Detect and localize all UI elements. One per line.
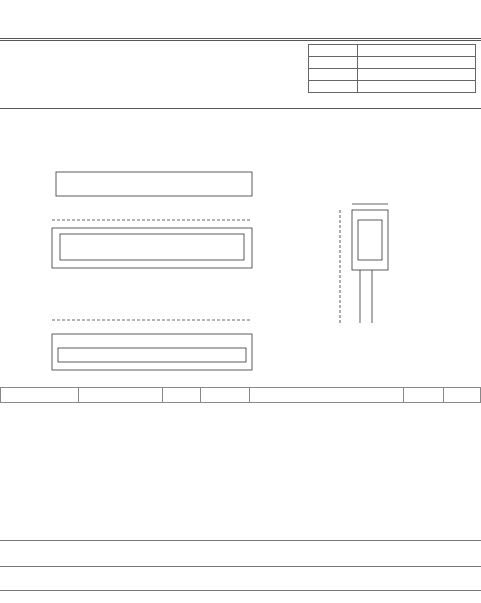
meta-value bbox=[358, 69, 476, 81]
document-title bbox=[0, 48, 308, 104]
title-divider bbox=[0, 108, 481, 109]
meta-table bbox=[308, 44, 476, 93]
header-divider bbox=[0, 38, 481, 39]
footer-divider-3 bbox=[0, 590, 481, 591]
side-view-body bbox=[352, 210, 388, 270]
bottom-view-slot bbox=[58, 348, 246, 362]
parts-table bbox=[0, 387, 481, 403]
top-view-outline bbox=[56, 172, 252, 196]
meta-value bbox=[358, 57, 476, 69]
meta-row bbox=[309, 45, 476, 57]
meta-row bbox=[309, 81, 476, 93]
connector-drawing bbox=[0, 148, 481, 384]
footer-divider bbox=[0, 540, 481, 541]
meta-row bbox=[309, 57, 476, 69]
meta-key bbox=[309, 69, 358, 81]
meta-value bbox=[358, 45, 476, 57]
meta-key bbox=[309, 81, 358, 93]
meta-row bbox=[309, 69, 476, 81]
col-header bbox=[404, 388, 444, 403]
col-header bbox=[250, 388, 404, 403]
col-header bbox=[162, 388, 200, 403]
col-header bbox=[200, 388, 250, 403]
parts-header-row bbox=[1, 388, 481, 403]
meta-key bbox=[309, 57, 358, 69]
col-header bbox=[78, 388, 162, 403]
side-view-inner bbox=[358, 220, 382, 260]
footer-divider-2 bbox=[0, 566, 481, 567]
col-header bbox=[1, 388, 79, 403]
col-header bbox=[444, 388, 481, 403]
meta-key bbox=[309, 45, 358, 57]
header-divider-2 bbox=[0, 40, 481, 41]
meta-value bbox=[358, 81, 476, 93]
bottom-view-body bbox=[52, 334, 252, 370]
front-view-inner bbox=[60, 234, 244, 260]
